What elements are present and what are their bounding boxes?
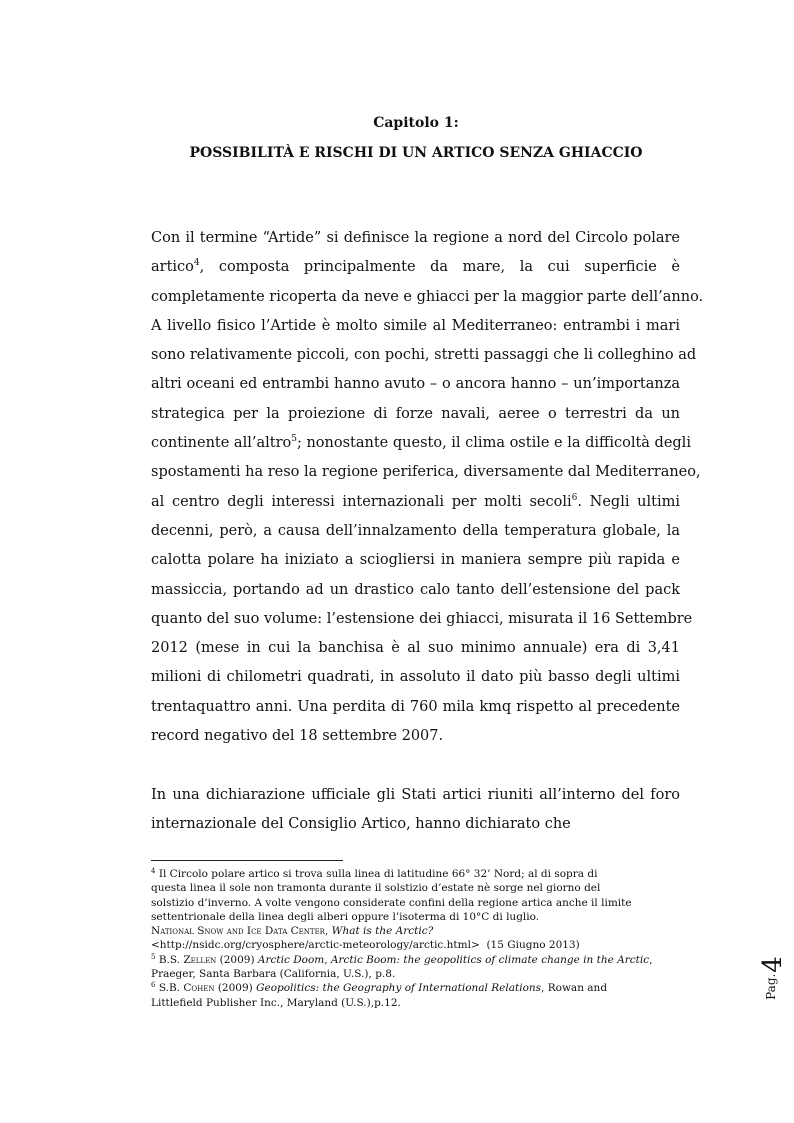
text-line: milioni di chilometri quadrati, in assoluto il dato più basso degli ultimi bbox=[151, 669, 680, 686]
page-number bbox=[726, 948, 786, 1008]
text-line: trentaquattro anni. Una perdita di 760 mila kmq rispetto al precedente bbox=[151, 698, 680, 715]
footnote-4-line: settentrionale della linea degli alberi oppure l’isoterma di 10°C di luglio. bbox=[151, 910, 540, 923]
footnotes bbox=[151, 867, 691, 1010]
text-line: Con il termine “Artide” si definisce la regione a nord del Circolo polare bbox=[151, 230, 680, 246]
text-line: completamente ricoperta da neve e ghiacci per la maggior parte dell’anno. bbox=[151, 288, 704, 305]
paragraph-2 bbox=[151, 781, 680, 840]
text-line: internazionale del Consiglio Artico, hanno dichiarato che bbox=[151, 816, 571, 833]
footnote-ref[interactable]: 6 bbox=[571, 492, 578, 503]
footnote-5: $^5$ B.S. Zellen (2009) Arctic Doom, Arctic Boom: the geopolitics of climate change in the Arctic, bbox=[151, 952, 653, 966]
footnote-6: $^6$ S.B. Cohen (2009) Geopolitics: the Geography of International Relations, Rowan and bbox=[151, 981, 608, 995]
paragraph-1 bbox=[151, 224, 704, 751]
text-line: 2012 (mese in cui la banchisa è al suo minimo annuale) era di 3,41 bbox=[151, 640, 680, 657]
chapter-label: Capitolo 1: bbox=[373, 115, 459, 131]
text-line: altri oceani ed entrambi hanno avuto – o ancora hanno – un’importanza bbox=[151, 376, 680, 393]
text-line: artico$^4$, composta principalmente da mare, la cui superficie è bbox=[151, 258, 680, 276]
text-line: quanto del suo volume: l’estensione dei ghiacci, misurata il 16 Settembre bbox=[151, 610, 693, 627]
text-line: record negativo del 18 settembre 2007. bbox=[151, 728, 444, 745]
text-line: al centro degli interessi internazionali per molti secoli$^6$. Negli ultimi bbox=[151, 492, 680, 510]
text-line: decenni, però, a causa dell’innalzamento della temperatura globale, la bbox=[151, 522, 680, 539]
text-line: A livello fisico l’Artide è molto simile al Mediterraneo: entrambi i mari bbox=[151, 317, 680, 334]
footnote-5-rest: Praeger, Santa Barbara (California, U.S.), p.8. bbox=[151, 968, 396, 981]
footnote-4-line: solstizio d’inverno. A volte vengono considerate confini della regione artica anche il limite bbox=[151, 896, 632, 909]
text-line: strategica per la proiezione di forze navali, aeree o terrestri da un bbox=[151, 405, 680, 422]
text-line: In una dichiarazione ufficiale gli Stati artici riuniti all’interno del foro bbox=[151, 787, 680, 803]
page-label: Pag. bbox=[764, 973, 778, 1000]
footnote-rule bbox=[151, 860, 343, 861]
page-number-value: 4 bbox=[758, 956, 788, 973]
text-line: spostamenti ha reso la regione periferica, diversamente dal Mediterraneo, bbox=[151, 464, 701, 481]
text-line: continente all’altro$^5$; nonostante questo, il clima ostile e la difficoltà degli bbox=[151, 434, 691, 452]
chapter-title: POSSIBILITÀ E RISCHI DI UN ARTICO SENZA GHIACCIO bbox=[189, 145, 643, 161]
text-line: massiccia, portando ad un drastico calo tanto dell’estensione del pack bbox=[151, 581, 680, 598]
footnote-6-rest: Littlefield Publisher Inc., Maryland (U.S.),p.12. bbox=[151, 996, 401, 1009]
footnote-4-url: <http://nsidc.org/cryosphere/arctic-meteorology/arctic.html> (15 Giugno 2013) bbox=[151, 939, 580, 952]
footnote-ref[interactable]: 5 bbox=[291, 434, 297, 445]
footnote-4-line: $^4$ Il Circolo polare artico si trova sulla linea di latitudine 66° 32’ Nord; al di sopra di bbox=[151, 867, 598, 880]
footnote-ref[interactable]: 4 bbox=[193, 258, 200, 269]
footnote-4-line: questa linea il sole non tramonta durante il solstizio d’estate nè sorge nel giorno del bbox=[151, 882, 601, 895]
footnote-4-source: National Snow and Ice Data Center, What is the Arctic? bbox=[151, 925, 434, 938]
text-line: sono relativamente piccoli, con pochi, stretti passaggi che li colleghino ad bbox=[151, 347, 697, 364]
text-line: calotta polare ha iniziato a sciogliersi in maniera sempre più rapida e bbox=[151, 552, 680, 569]
